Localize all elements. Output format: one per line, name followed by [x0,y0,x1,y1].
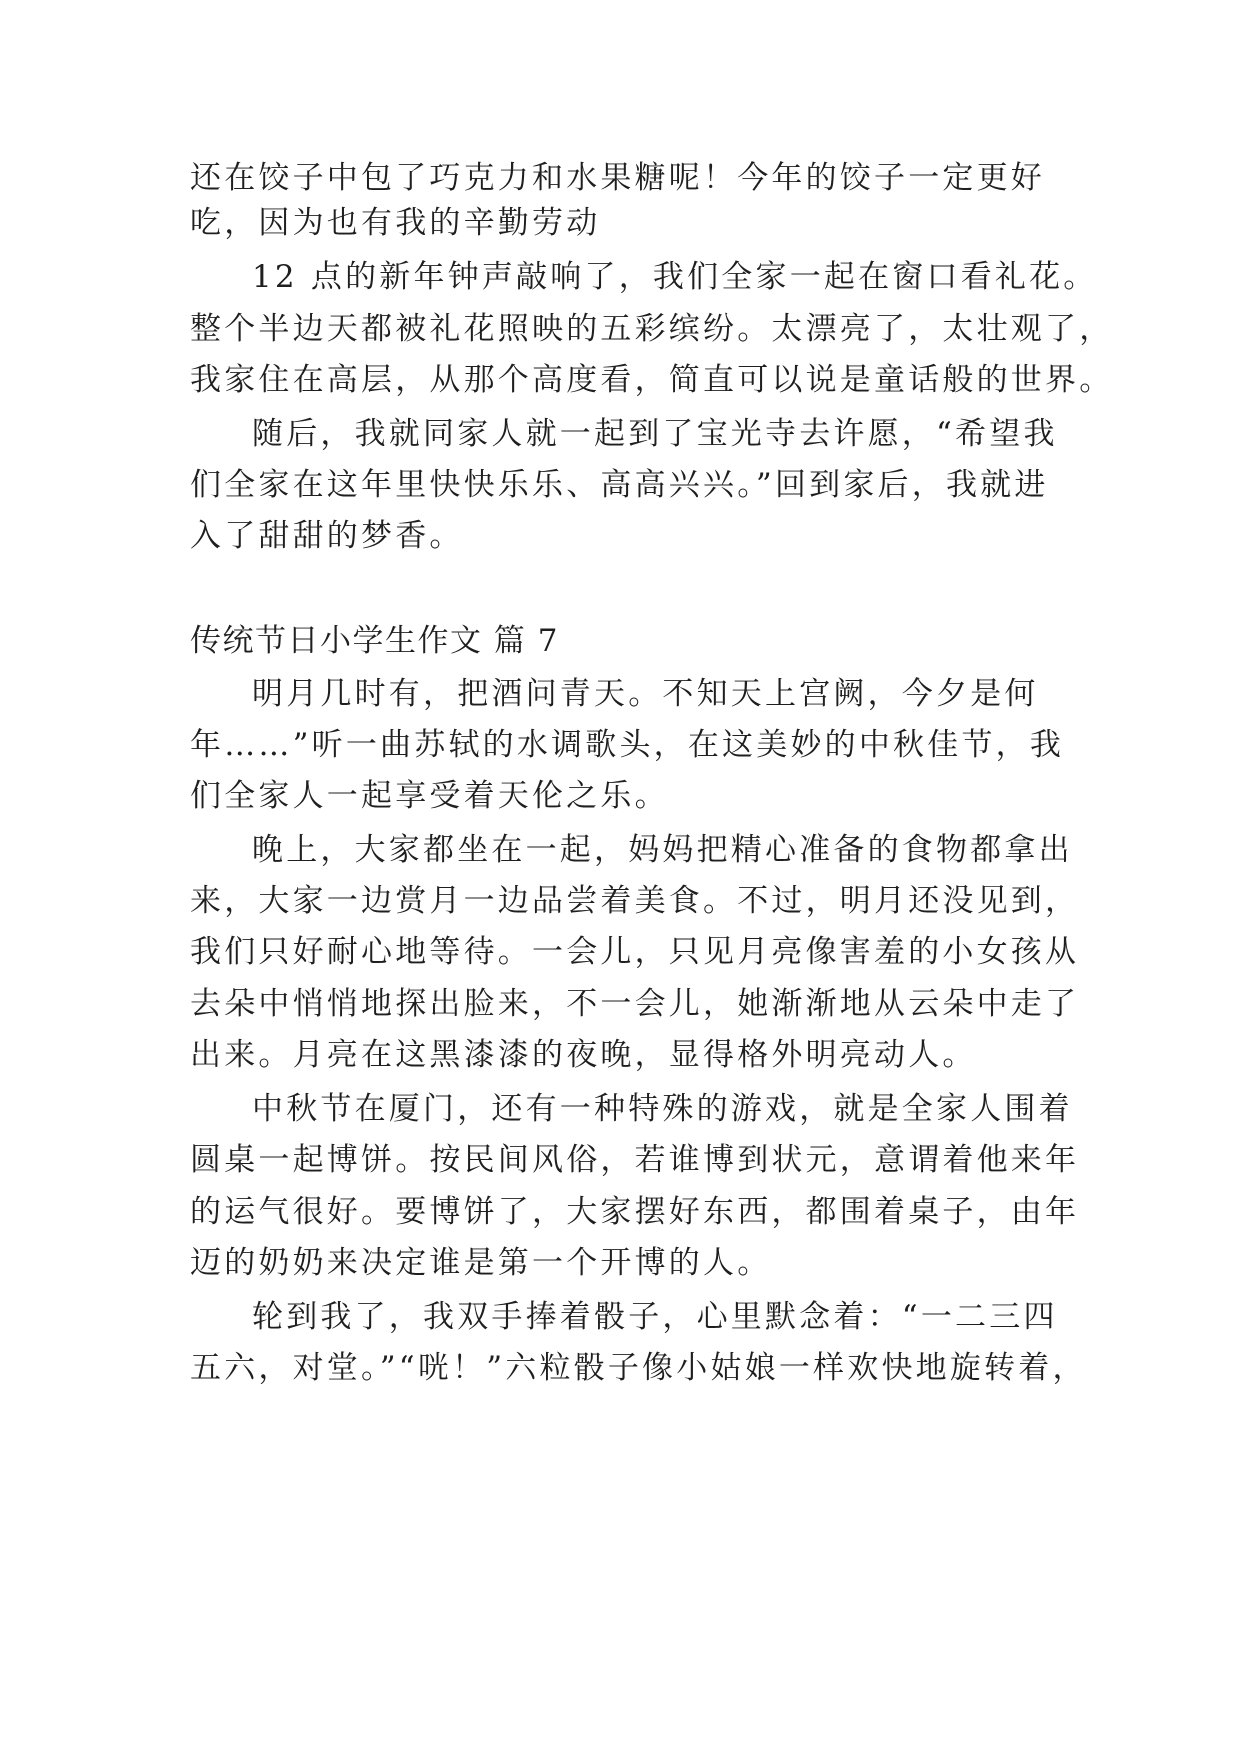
text-line: 吃，因为也有我的辛勤劳动 [190,205,601,241]
text-line: 年……”听一曲苏轼的水调歌头，在这美妙的中秋佳节，我 [190,727,1065,763]
text-line: 我家住在高层，从那个高度看，简直可以说是童话般的世界。 [190,362,1114,398]
text-line: 迈的奶奶来决定谁是第一个开博的人。 [190,1245,772,1281]
text-line: 还在饺子中包了巧克力和水果糖呢！今年的饺子一定更好 [190,160,1045,196]
text-line: 明月几时有，把酒问青天。不知天上宫阙，今夕是何 [252,676,1039,712]
text-line: 我们只好耐心地等待。一会儿，只见月亮像害羞的小女孩从 [190,934,1080,970]
section-heading: 传统节日小学生作文 篇 7 [190,623,559,659]
text-line: 随后，我就同家人就一起到了宝光寺去许愿，“希望我 [252,416,1058,452]
text-line: 整个半边天都被礼花照映的五彩缤纷。太漂亮了，太壮观了， [190,311,1114,347]
text-line: 中秋节在厦门，还有一种特殊的游戏，就是全家人围着 [252,1091,1073,1127]
text-line: 12 点的新年钟声敲响了，我们全家一起在窗口看礼花。 [252,259,1098,295]
text-line: 圆桌一起博饼。按民间风俗，若谁博到状元，意谓着他来年 [190,1142,1080,1178]
text-line: 们全家人一起享受着天伦之乐。 [190,778,669,814]
text-line: 们全家在这年里快快乐乐、高高兴兴。”回到家后，我就进 [190,467,1049,503]
text-line: 去朵中悄悄地探出脸来，不一会儿，她渐渐地从云朵中走了 [190,986,1080,1022]
text-line: 轮到我了，我双手捧着骰子，心里默念着：“一二三四 [252,1299,1058,1335]
text-line: 晚上，大家都坐在一起，妈妈把精心准备的食物都拿出 [252,832,1073,868]
text-line: 出来。月亮在这黑漆漆的夜晚，显得格外明亮动人。 [190,1037,977,1073]
text-line: 入了甜甜的梦香。 [190,518,464,554]
text-line: 的运气很好。要博饼了，大家摆好东西，都围着桌子，由年 [190,1194,1080,1230]
text-line: 来，大家一边赏月一边品尝着美食。不过，明月还没见到， [190,883,1080,919]
text-line: 五六，对堂。”“咣！”六粒骰子像小姑娘一样欢快地旋转着， [190,1350,1087,1386]
